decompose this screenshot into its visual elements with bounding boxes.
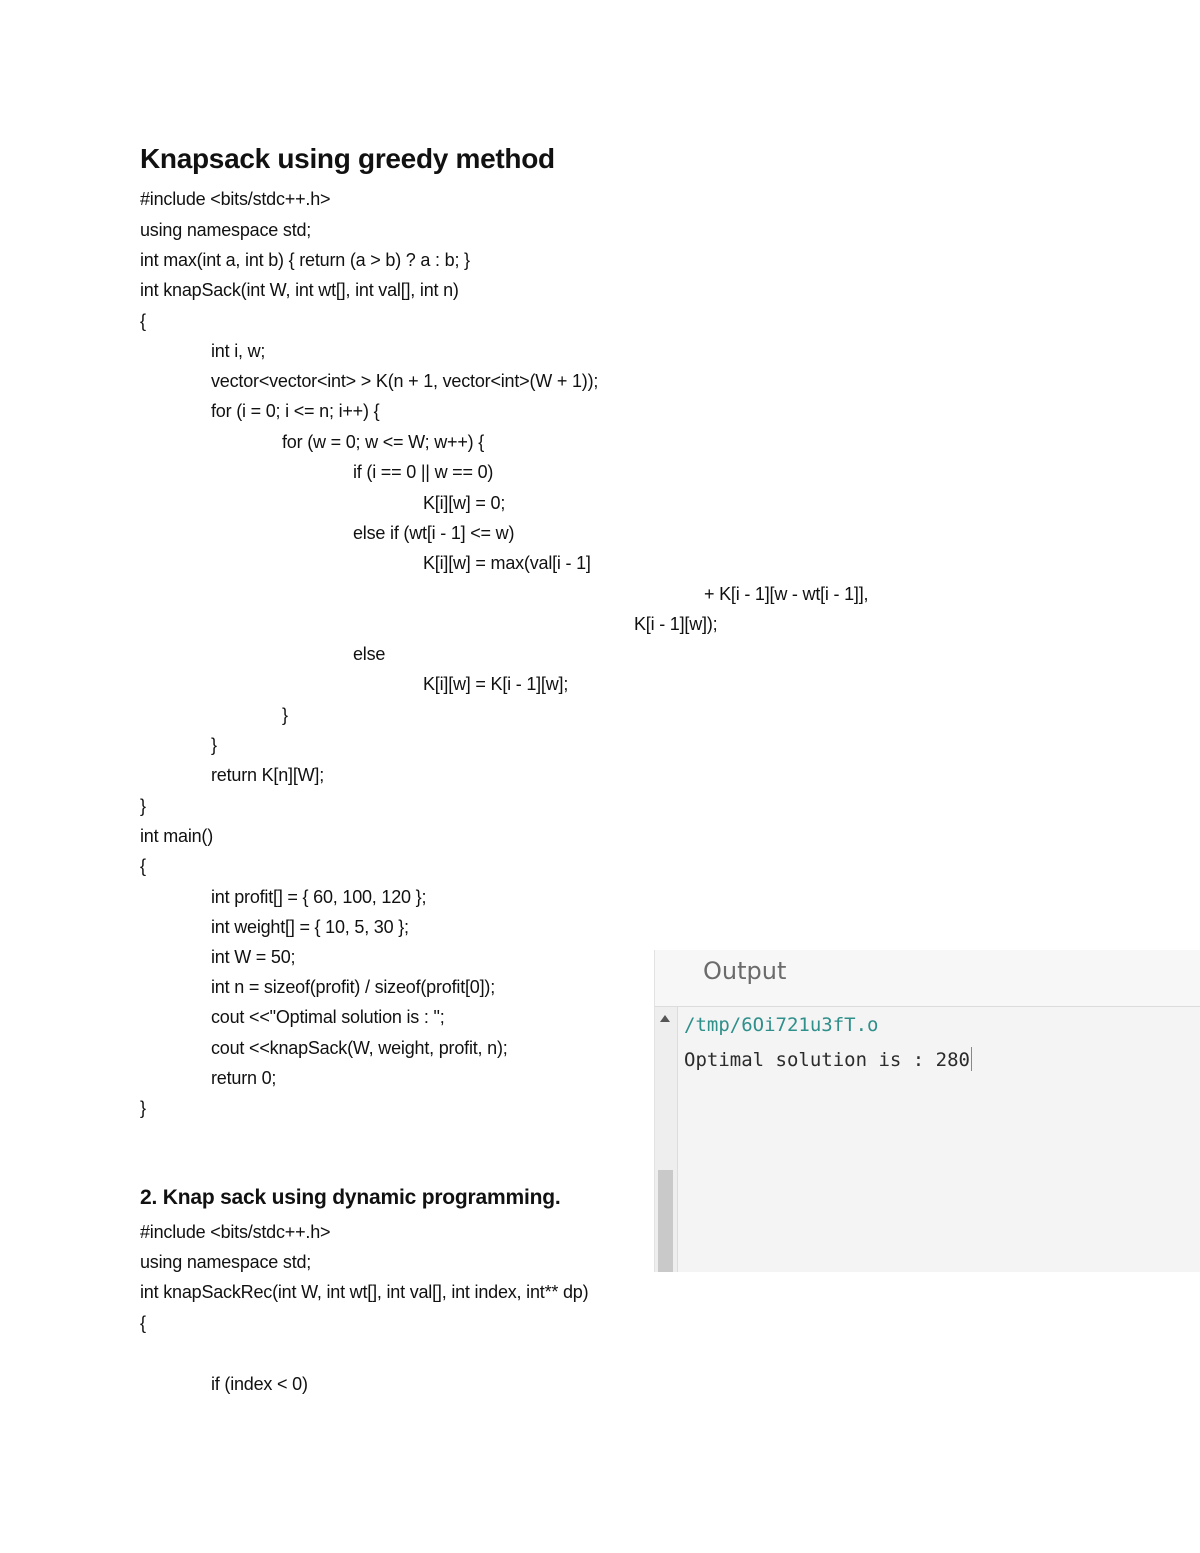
code-line: int i, w; bbox=[211, 341, 266, 361]
code-line: vector<vector<int> > K(n + 1, vector<int>(W + 1)); bbox=[211, 371, 599, 391]
code-line: K[i - 1][w]); bbox=[634, 614, 718, 634]
code-line: int n = sizeof(profit) / sizeof(profit[0]); bbox=[211, 977, 496, 997]
code-line: return K[n][W]; bbox=[211, 765, 325, 785]
code-line: } bbox=[282, 705, 288, 725]
scrollbar-thumb[interactable] bbox=[658, 1170, 673, 1272]
section-title-greedy: Knapsack using greedy method bbox=[140, 143, 555, 174]
code-line: int profit[] = { 60, 100, 120 }; bbox=[211, 887, 427, 907]
code-line: } bbox=[211, 735, 217, 755]
code-line: cout <<"Optimal solution is : "; bbox=[211, 1007, 445, 1027]
output-panel bbox=[654, 950, 1200, 1272]
code-line: K[i][w] = 0; bbox=[423, 493, 506, 513]
text-cursor bbox=[971, 1047, 972, 1071]
code-line: + K[i - 1][w - wt[i - 1]], bbox=[704, 584, 869, 604]
code-line: for (w = 0; w <= W; w++) { bbox=[282, 432, 485, 452]
section-title-dynamic: 2. Knap sack using dynamic programming. bbox=[140, 1186, 561, 1209]
code-line: { bbox=[140, 856, 146, 876]
console-result-line bbox=[684, 1047, 972, 1071]
code-line: int W = 50; bbox=[211, 947, 296, 967]
code-line: { bbox=[140, 311, 146, 331]
console-result: Optimal solution is : 280 bbox=[684, 1049, 970, 1071]
code-line: int weight[] = { 10, 5, 30 }; bbox=[211, 917, 409, 937]
code-line: int max(int a, int b) { return (a > b) ? a : b; } bbox=[140, 250, 470, 270]
code-line: int knapSack(int W, int wt[], int val[], int n) bbox=[140, 280, 459, 300]
output-title: Output bbox=[703, 957, 787, 985]
console-path: /tmp/6Oi721u3fT.o bbox=[684, 1014, 879, 1036]
code-line: return 0; bbox=[211, 1068, 277, 1088]
code-line: if (i == 0 || w == 0) bbox=[353, 462, 494, 482]
code-line: using namespace std; bbox=[140, 220, 312, 240]
code-line: } bbox=[140, 796, 146, 816]
code-line: #include <bits/stdc++.h> bbox=[140, 1222, 331, 1242]
code-line: { bbox=[140, 1313, 146, 1333]
code-line: for (i = 0; i <= n; i++) { bbox=[211, 401, 380, 421]
output-header bbox=[655, 950, 1200, 1007]
code-line: } bbox=[140, 1098, 146, 1118]
code-line: cout <<knapSack(W, weight, profit, n); bbox=[211, 1038, 508, 1058]
code-line: if (index < 0) bbox=[211, 1374, 308, 1394]
triangle-up-icon[interactable] bbox=[660, 1015, 670, 1022]
code-line: using namespace std; bbox=[140, 1252, 312, 1272]
code-line: K[i][w] = K[i - 1][w]; bbox=[423, 674, 569, 694]
code-line: else if (wt[i - 1] <= w) bbox=[353, 523, 515, 543]
code-line: #include <bits/stdc++.h> bbox=[140, 189, 331, 209]
code-line: int knapSackRec(int W, int wt[], int val[], int index, int** dp) bbox=[140, 1282, 589, 1302]
code-line: int main() bbox=[140, 826, 214, 846]
code-line: else bbox=[353, 644, 386, 664]
code-line: K[i][w] = max(val[i - 1] bbox=[423, 553, 591, 573]
output-scrollbar[interactable] bbox=[655, 1007, 678, 1272]
